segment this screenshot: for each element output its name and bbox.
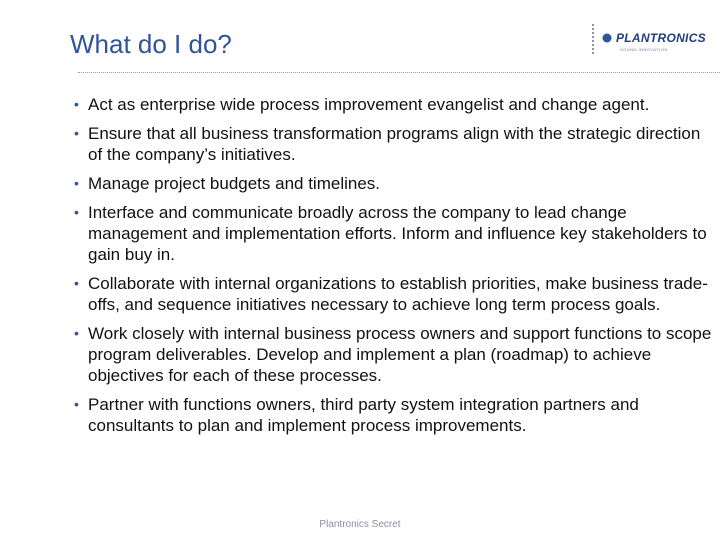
bullet-icon: • — [74, 175, 79, 191]
bullet-item — [74, 94, 714, 115]
bullet-text: Partner with functions owners, third party system integration partners and consultants to plan and implement process improvements. — [88, 395, 639, 435]
bullet-item — [74, 202, 714, 265]
bullet-item — [74, 173, 714, 194]
logo-dotted-divider — [592, 24, 598, 54]
footer-label: Plantronics Secret — [319, 519, 401, 530]
bullet-item — [74, 394, 714, 436]
bullet-text: Work closely with internal business process owners and support functions to scope program deliverables. Develop and implement a plan (roadmap) to achieve objectives for each of these processes. — [88, 324, 712, 385]
bullet-icon: • — [74, 396, 79, 412]
bullet-item — [74, 323, 714, 386]
bullet-icon: • — [74, 204, 79, 220]
title-divider — [78, 72, 720, 73]
bullet-item — [74, 123, 714, 165]
slide-title: What do I do? — [70, 29, 232, 59]
bullet-icon: • — [74, 275, 79, 291]
bullet-icon: • — [74, 96, 79, 112]
bullet-icon: • — [74, 125, 79, 141]
bullet-text: Act as enterprise wide process improvement evangelist and change agent. — [88, 95, 650, 114]
bullet-text: Interface and communicate broadly across the company to lead change management and implementation efforts. Inform and influence key stakeholders to gain buy in. — [88, 203, 707, 264]
bullet-item — [74, 273, 714, 315]
plantronics-logo — [592, 22, 712, 58]
logo-tagline: SOUND INNOVATION — [620, 47, 668, 52]
bullet-list — [74, 94, 714, 444]
bullet-text: Ensure that all business transformation programs align with the strategic direction of the company’s initiatives. — [88, 124, 701, 164]
bullet-icon: • — [74, 325, 79, 341]
bullet-text: Collaborate with internal organizations to establish priorities, make business trade-offs, and sequence initiatives necessary to achieve long term process goals. — [88, 274, 708, 314]
bullet-text: Manage project budgets and timelines. — [88, 174, 381, 193]
logo-wordmark: PLANTRONICS — [616, 31, 706, 45]
logo-dot-icon — [602, 33, 612, 43]
